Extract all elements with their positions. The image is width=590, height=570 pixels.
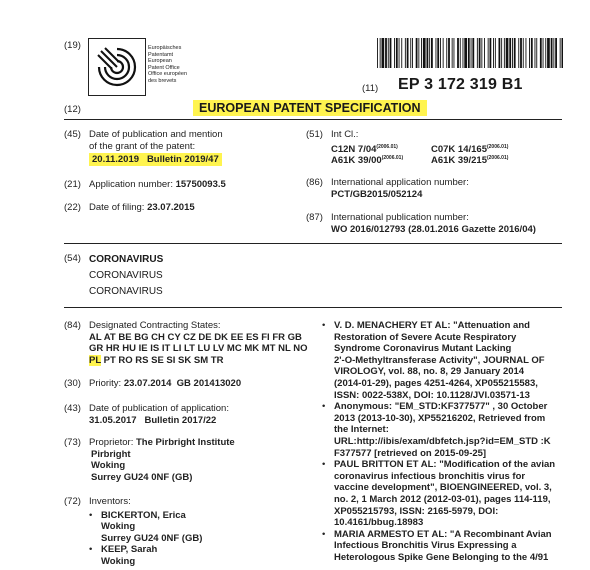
- invention-title-block: [89, 252, 163, 300]
- application-publication-field: [89, 403, 229, 426]
- application-publication-label: Date of publication of application:: [89, 403, 229, 414]
- title-divider: [64, 307, 562, 308]
- epo-logo: [88, 38, 146, 96]
- section-divider: [64, 243, 562, 244]
- cited-references: [322, 320, 584, 563]
- office-names: [148, 45, 187, 84]
- grant-date-field: [89, 129, 309, 166]
- designated-states-line-2: GR HR HU IE IS IT LI LT LU LV MC MK MT NL NO: [89, 343, 308, 355]
- int-cl-code-2: C07K $14/165^{(2006.01)}$: [431, 144, 509, 156]
- ref-1-line: Restoration of Severe Acute Respiratory: [334, 331, 517, 343]
- bullet-icon: •: [322, 528, 326, 540]
- intl-application-field: [331, 177, 469, 200]
- field-number-11: (11): [362, 83, 379, 94]
- field-number-12: (12): [64, 104, 81, 115]
- reference-item: [322, 459, 584, 529]
- inventor-2-city: Woking: [101, 555, 136, 567]
- grant-date-value: 20.11.2019 Bulletin 2019/47: [89, 153, 222, 166]
- ref-2-line: the Internet:: [334, 424, 389, 436]
- field-number-22: (22): [64, 202, 81, 213]
- inventor-1-city: Woking: [101, 521, 136, 533]
- proprietor-address-1: Pirbright: [91, 448, 131, 460]
- field-number-45: (45): [64, 129, 81, 140]
- intl-publication-label: International publication number:: [331, 212, 469, 223]
- reference-item: [322, 529, 584, 564]
- publication-number: EP 3 172 319 B1: [398, 76, 523, 93]
- office-name-de-2: Patentamt: [148, 51, 174, 58]
- field-number-19: (19): [64, 40, 81, 51]
- ref-3-line: 10.4161/bbug.18983: [334, 517, 424, 529]
- ref-1-line: VIROLOGY, vol. 88, no. 8, 29 January 2014: [334, 366, 525, 378]
- designated-states-label: Designated Contracting States:: [89, 320, 221, 331]
- ref-3-line: no. 2, 1 March 2012 (2012-03-01), pages 114-119,: [334, 493, 551, 505]
- proprietor-name: The Pirbright Institute: [136, 437, 235, 448]
- filing-date-field: [89, 202, 195, 214]
- epo-logo-icon: [89, 39, 145, 95]
- priority-label: Priority:: [89, 378, 122, 389]
- field-number-86: (86): [306, 177, 323, 188]
- intl-publication-field: [331, 212, 536, 235]
- inventor-1-name: BICKERTON, Erica: [101, 509, 186, 521]
- application-number-label: Application number:: [89, 179, 173, 190]
- ref-2-line: URL:http://ibis/exam/dbfetch.jsp?id=EM_STD :K: [334, 435, 551, 447]
- filing-date-value: 23.07.2015: [147, 202, 195, 213]
- ref-2-line: F377577 [retrieved on 2015-09-25]: [334, 447, 487, 459]
- proprietor-field: [89, 437, 235, 483]
- inventor-1-address: Surrey GU24 0NF (GB): [101, 532, 203, 544]
- grant-date-label-1: Date of publication and mention: [89, 129, 223, 140]
- ref-2-line: 2013 (2013-10-30), XP55216202, Retrieved from: [334, 412, 546, 424]
- office-name-fr-1: Office européen: [148, 71, 188, 77]
- header-divider: [64, 119, 562, 120]
- office-name-en-1: European: [148, 58, 172, 64]
- intl-publication-value: WO 2016/012793 (28.01.2016 Gazette 2016/04): [331, 223, 536, 235]
- field-number-54: (54): [64, 253, 81, 264]
- intl-application-label: International application number:: [331, 177, 469, 188]
- priority-field: [89, 378, 241, 390]
- ref-4-line: Heterologous Spike Gene Belonging to the 4/91: [334, 551, 549, 563]
- int-cl-code-3: A61K $39/00^{(2006.01)}$: [331, 155, 404, 167]
- ref-4-line: Infectious Bronchitis Virus Expressing a: [334, 540, 517, 552]
- bullet-icon: •: [89, 544, 93, 556]
- reference-item: [322, 320, 584, 401]
- ref-1-line: V. D. MENACHERY ET AL: "Attenuation and: [334, 320, 530, 331]
- intl-application-value: PCT/GB2015/052124: [331, 188, 423, 200]
- office-name-de-1: Europäisches: [148, 45, 182, 51]
- grant-date-label-2: of the grant of the patent:: [89, 140, 196, 152]
- ref-3-line: vaccine development", BIOENGINEERED, vol. 3,: [334, 482, 552, 494]
- priority-value: 23.07.2014 GB 201413020: [123, 378, 242, 389]
- bullet-icon: •: [322, 320, 326, 331]
- ref-3-line: PAUL BRITTON ET AL: "Modification of the avian: [334, 459, 556, 471]
- ref-4-line: MARIA ARMESTO ET AL: "A Recombinant Avian: [334, 528, 552, 540]
- inventors-label: Inventors:: [89, 496, 131, 507]
- field-number-84: (84): [64, 320, 81, 331]
- application-number-value: 15750093.5: [175, 179, 226, 190]
- ref-1-line: ISSN: 0022-538X, DOI: 10.1128/JVI.03571-13: [334, 389, 530, 401]
- designated-states-line-1: AL AT BE BG CH CY CZ DE DK EE ES FI FR GB: [89, 331, 302, 343]
- inventor-2-name: KEEP, Sarah: [101, 544, 158, 556]
- invention-title-2: CORONAVIRUS: [89, 270, 163, 281]
- field-number-73: (73): [64, 437, 81, 448]
- proprietor-label: Proprietor:: [89, 437, 134, 448]
- field-number-30: (30): [64, 378, 81, 389]
- invention-title-en: CORONAVIRUS: [89, 254, 164, 265]
- proprietor-address-3: Surrey GU24 0NF (GB): [91, 471, 193, 483]
- bullet-icon: •: [322, 401, 326, 413]
- application-number-field: [89, 179, 226, 191]
- bullet-icon: •: [89, 509, 93, 521]
- reference-item: [322, 401, 584, 459]
- application-publication-value: 31.05.2017 Bulletin 2017/22: [89, 414, 217, 426]
- ref-3-line: coronavirus infectious bronchitis virus for: [334, 470, 526, 482]
- document-title: EUROPEAN PATENT SPECIFICATION: [193, 100, 427, 116]
- int-cl-code-1: C12N $7/04^{(2006.01)}$: [331, 144, 398, 156]
- ref-3-line: XP055215793, ISSN: 2165-5979, DOI:: [334, 505, 499, 517]
- field-number-72: (72): [64, 496, 81, 507]
- designated-state-pl: PL: [89, 354, 101, 366]
- field-number-21: (21): [64, 179, 81, 190]
- ref-1-line: 2'-O-Methyltransferase Activity", JOURNAL OF: [334, 354, 545, 366]
- field-number-43: (43): [64, 403, 81, 414]
- filing-date-label: Date of filing:: [89, 202, 145, 213]
- inventors-field: [89, 496, 202, 568]
- office-name-fr-2: des brevets: [148, 77, 177, 84]
- proprietor-address-2: Woking: [91, 460, 126, 472]
- ref-1-line: Syndrome Coronavirus Mutant Lacking: [334, 343, 512, 355]
- field-number-87: (87): [306, 212, 323, 223]
- bullet-icon: •: [322, 459, 326, 471]
- ref-2-line: Anonymous: "EM_STD:KF377577" , 30 October: [334, 401, 548, 413]
- invention-title-3: CORONAVIRUS: [89, 286, 163, 297]
- designated-states-line-3: PT RO RS SE SI SK SM TR: [100, 354, 224, 366]
- barcode-image: [377, 38, 563, 68]
- designated-states-field: [89, 320, 309, 366]
- office-name-en-2: Patent Office: [148, 64, 180, 71]
- int-cl-code-4: A61K $39/215^{(2006.01)}$: [431, 155, 509, 167]
- int-cl-label: Int Cl.:: [331, 129, 359, 140]
- field-number-51: (51): [306, 129, 323, 140]
- ref-1-line: (2014-01-29), pages 4251-4264, XP055215583,: [334, 377, 538, 389]
